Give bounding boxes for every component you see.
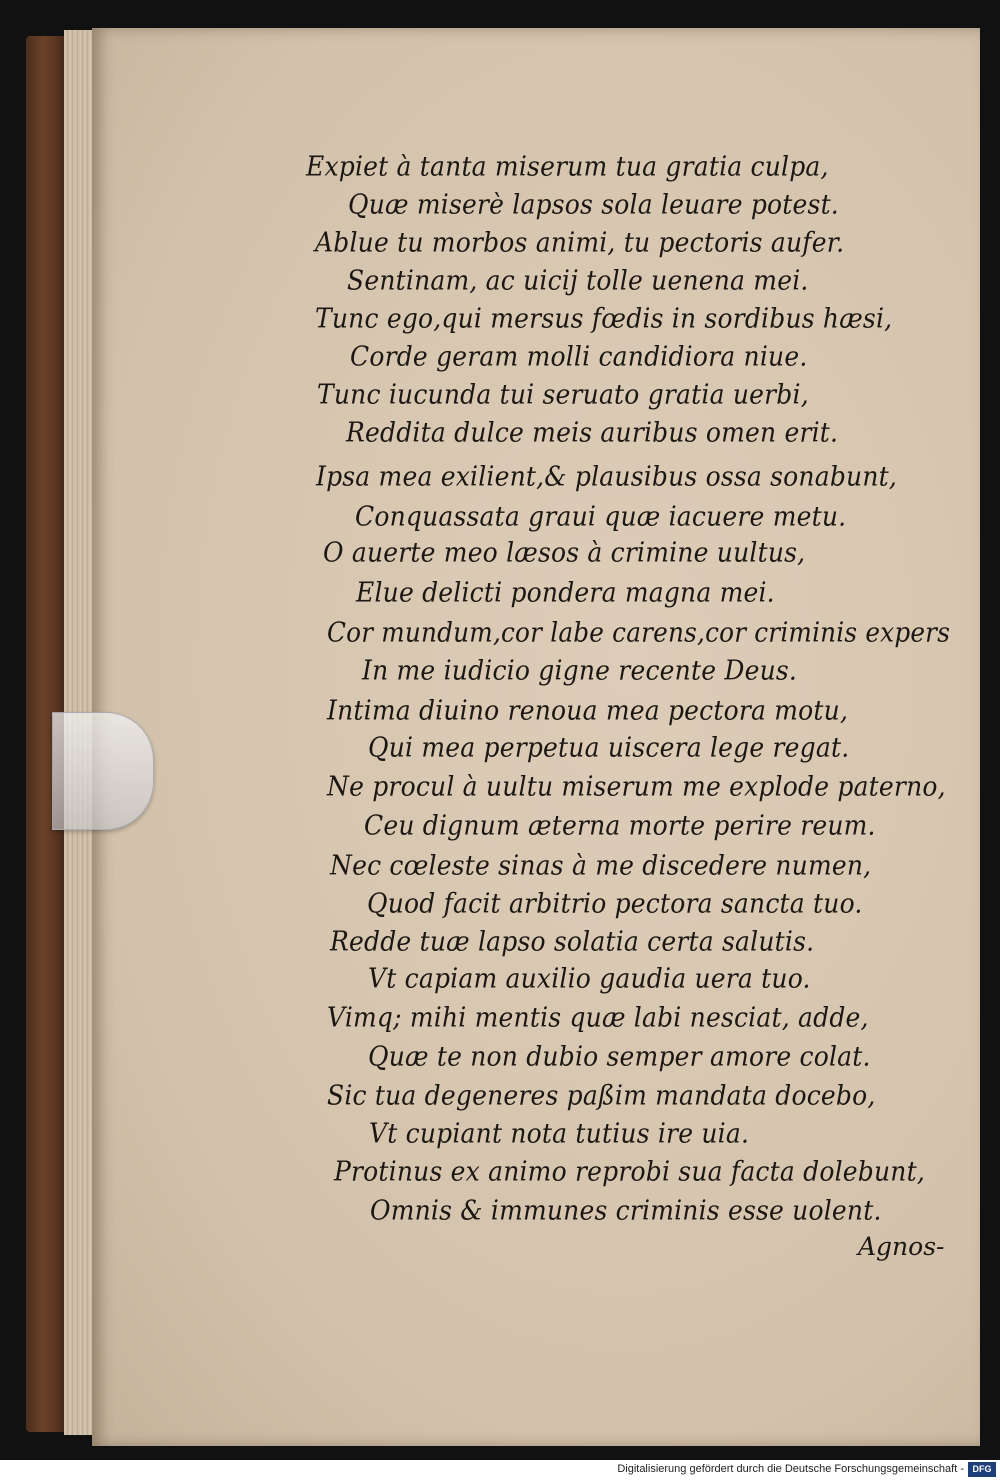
footer-bar xyxy=(0,1460,1000,1481)
verse-line: Omnis & immunes criminis esse uolent. xyxy=(370,1194,882,1227)
verse-line: Ceu dignum æterna morte perire reum. xyxy=(364,809,876,842)
verse-line: Conquassata graui quæ iacuere metu. xyxy=(355,500,847,533)
verse-line: Quod facit arbitrio pectora sancta tuo. xyxy=(367,887,863,920)
dfg-logo-icon: DFG xyxy=(968,1462,996,1477)
verse-line: Tunc ego,qui mersus fœdis in sordibus hæsi, xyxy=(315,302,893,335)
verse-line: Reddita dulce meis auribus omen erit. xyxy=(346,416,839,449)
verse-line: In me iudicio gigne recente Deus. xyxy=(362,654,798,687)
verse-line: Intima diuino renoua mea pectora motu, xyxy=(327,694,849,727)
funding-credit: Digitalisierung gefördert durch die Deutsche Forschungsgemeinschaft - xyxy=(617,1463,964,1475)
verse-line: Quæ miserè lapsos sola leuare potest. xyxy=(348,188,839,221)
verse-line: O auerte meo læsos à crimine uultus, xyxy=(323,536,806,569)
verse-line: Sentinam, ac uicij tolle uenena mei. xyxy=(347,264,809,297)
verse-line: Ne procul à uultu miserum me explode paterno, xyxy=(327,770,946,803)
verse-line: Ablue tu morbos animi, tu pectoris aufer. xyxy=(315,226,845,259)
verse-line: Tunc iucunda tui seruato gratia uerbi, xyxy=(317,378,809,411)
verse-line: Vt cupiant nota tutius ire uia. xyxy=(369,1117,750,1150)
catchword: Agnos- xyxy=(858,1232,945,1261)
verse-line: Quæ te non dubio semper amore colat. xyxy=(368,1040,871,1073)
verse-line: Cor mundum,cor labe carens,cor criminis expers xyxy=(327,616,951,649)
verse-line: Elue delicti pondera magna mei. xyxy=(356,576,775,609)
verse-line: Sic tua degeneres paßim mandata docebo, xyxy=(327,1079,876,1112)
verse-line: Nec cœleste sinas à me discedere numen, xyxy=(330,849,872,882)
verse-line: Protinus ex animo reprobi sua facta dolebunt, xyxy=(334,1155,925,1188)
verse-line: Vt capiam auxilio gaudia uera tuo. xyxy=(368,962,811,995)
verse-line: Corde geram molli candidiora niue. xyxy=(350,340,808,373)
verse-line: Qui mea perpetua uiscera lege regat. xyxy=(368,731,850,764)
verse-line: Ipsa mea exilient,& plausibus ossa sonabunt, xyxy=(316,460,898,493)
verse-line: Vimq; mihi mentis quæ labi nesciat, adde, xyxy=(327,1001,869,1034)
verse-line: Expiet à tanta miserum tua gratia culpa, xyxy=(306,150,829,183)
verse-line: Redde tuæ lapso solatia certa salutis. xyxy=(330,925,815,958)
